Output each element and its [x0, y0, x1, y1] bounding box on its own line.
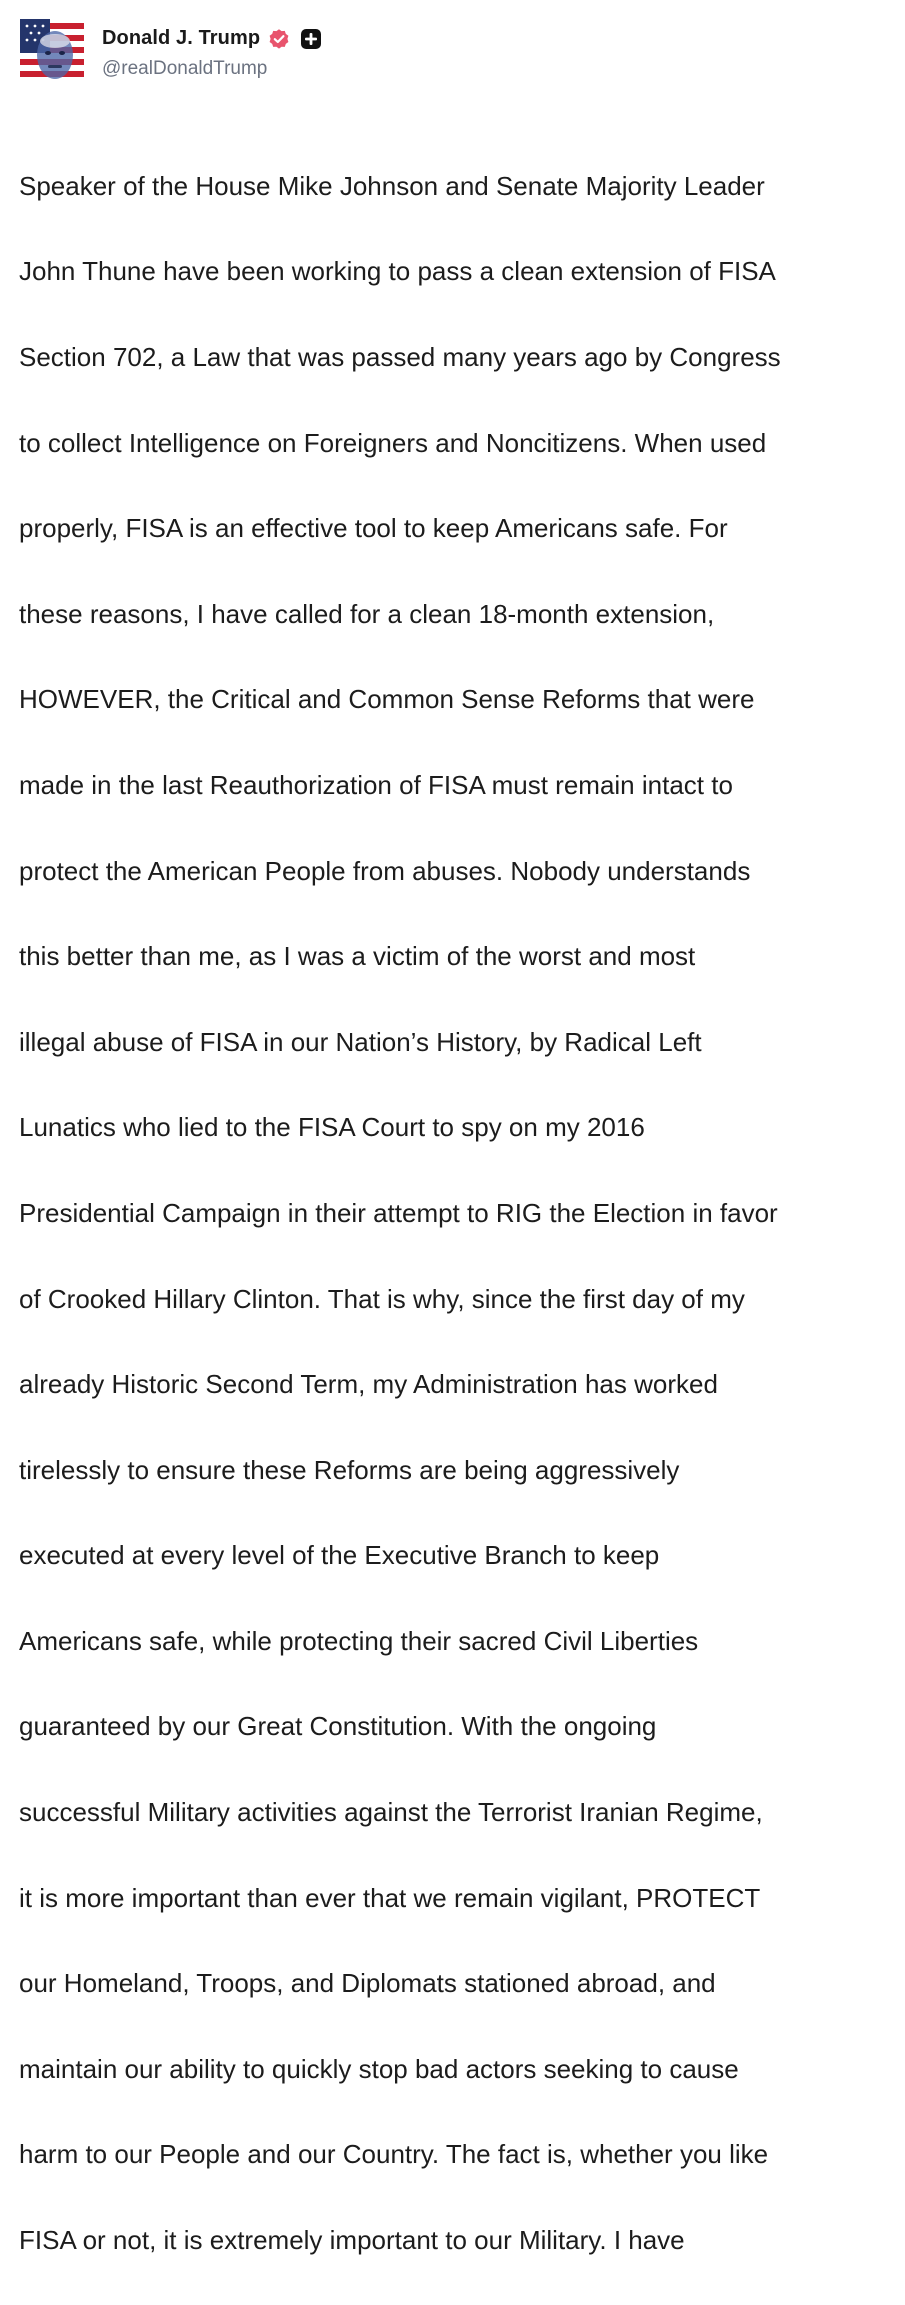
post-text-line: illegal abuse of FISA in our Nation’s History, by Radical Left [19, 1026, 702, 1057]
post-text-line: successful Military activities against the Terrorist Iranian Regime, [19, 1797, 763, 1828]
post-text-line: tirelessly to ensure these Reforms are being aggressively [19, 1454, 680, 1485]
post-text-line: John Thune have been working to pass a clean extension of FISA [19, 256, 776, 287]
plus-badge-icon [300, 28, 322, 50]
avatar-image [20, 19, 84, 83]
post-text-line: Presidential Campaign in their attempt to RIG the Election in favor [19, 1197, 778, 1228]
post-text-line: maintain our ability to quickly stop bad actors seeking to cause [19, 2053, 739, 2084]
post-text-line: Speaker of the House Mike Johnson and Senate Majority Leader [19, 170, 765, 201]
post-text-line: FISA or not, it is extremely important to our Military. I have [19, 2225, 685, 2256]
post-text-line: HOWEVER, the Critical and Common Sense Reforms that were [19, 684, 755, 715]
post-text-line: this better than me, as I was a victim of the worst and most [19, 941, 696, 972]
post-text-line: properly, FISA is an effective tool to keep Americans safe. For [19, 513, 728, 544]
verified-badge-icon [268, 28, 290, 50]
post-text-line: Section 702, a Law that was passed many years ago by Congress [19, 341, 781, 372]
post-header [20, 17, 322, 85]
post-text-line: of Crooked Hillary Clinton. That is why, since the first day of my [19, 1283, 745, 1314]
post-text-line: these reasons, I have called for a clean 18-month extension, [19, 598, 715, 629]
post-text-line: made in the last Reauthorization of FISA must remain intact to [19, 769, 733, 800]
post-text-line: guaranteed by our Great Constitution. With the ongoing [19, 1711, 657, 1742]
post-text [19, 122, 887, 2305]
author-handle[interactable]: @realDonaldTrump [102, 57, 268, 79]
post-text-line: our Homeland, Troops, and Diplomats stationed abroad, and [19, 1968, 716, 1999]
post-text-line: to collect Intelligence on Foreigners and Noncitizens. When used [19, 427, 767, 458]
author-name[interactable]: Donald J. Trump [102, 27, 261, 49]
post-text-line: harm to our People and our Country. The fact is, whether you like [19, 2139, 769, 2170]
name-row [102, 23, 322, 55]
post-text-line: Americans safe, while protecting their sacred Civil Liberties [19, 1625, 699, 1656]
post-text-line: Lunatics who lied to the FISA Court to spy on my 2016 [19, 1112, 645, 1143]
author-block [102, 23, 322, 80]
post-text-line: protect the American People from abuses. Nobody understands [19, 855, 751, 886]
post-text-line: already Historic Second Term, my Administration has worked [19, 1369, 718, 1400]
post-text-line: executed at every level of the Executive Branch to keep [19, 1540, 660, 1571]
avatar[interactable] [20, 19, 84, 83]
post-text-line: it is more important than ever that we remain vigilant, PROTECT [19, 1882, 761, 1913]
